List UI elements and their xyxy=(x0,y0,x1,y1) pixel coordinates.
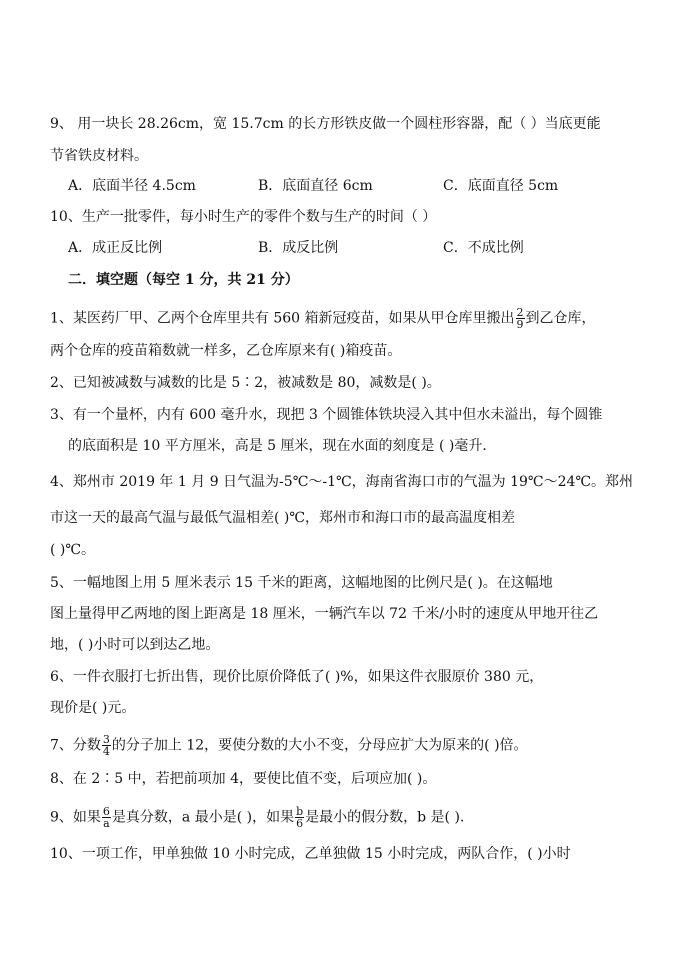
fill1-line1 xyxy=(50,307,596,330)
q10-option-c: C．不成比例 xyxy=(443,240,524,256)
fill4-line2: 市这一天的最高气温与最低气温相差( )℃，郑州市和海口市的最高温度相差 xyxy=(50,510,516,526)
fill3-line2: 的底面积是 10 平方厘米，高是 5 厘米，现在水面的刻度是 ( )毫升． xyxy=(68,438,497,454)
fill7-line1 xyxy=(50,734,528,757)
fill5-line3: 地，( )小时可以到达乙地。 xyxy=(50,637,220,653)
fill3-line1: 3、有一个量杯，内有 600 毫升水，现把 3 个圆锥体铁块浸入其中但水未溢出，每个圆锥 xyxy=(50,407,603,423)
fraction: $\frac{3}{4}$ xyxy=(102,733,110,758)
fill6-line1: 6、一件衣服打七折出售，现价比原价降低了( )%，如果这件衣服原价 380 元， xyxy=(50,669,544,685)
fill10-line1: 10、一项工作，甲单独做 10 小时完成，乙单独做 15 小时完成，两队合作，( )小时 xyxy=(50,846,571,862)
fill7-text-a: 7、分数 xyxy=(50,737,101,754)
fill9-line1 xyxy=(50,806,464,829)
fill2-line1: 2、已知被减数与减数的比是 5∶2，被减数是 80，减数是( )。 xyxy=(50,375,441,391)
fill9-text-b: 是真分数，a 最小是( )，如果 xyxy=(111,809,295,826)
fill7-text-b: 的分子加上 12，要使分数的大小不变，分母应扩大为原来的( )倍。 xyxy=(111,737,528,754)
q9-option-c: C．底面直径 5cm xyxy=(443,178,559,194)
fill4-line1: 4、郑州市 2019 年 1 月 9 日气温为-5℃～-1℃，海南省海口市的气温为 19℃～24℃。郑州 xyxy=(50,474,634,490)
fill1-text-b: 到乙仓库， xyxy=(525,310,596,327)
fill5-line2: 图上量得甲乙两地的图上距离是 18 厘米，一辆汽车以 72 千米/小时的速度从甲地开往乙 xyxy=(50,606,599,622)
fill1-text-a: 1、某医药厂甲、乙两个仓库里共有 560 箱新冠疫苗，如果从甲仓库里搬出 xyxy=(50,310,515,327)
fill1-line2: 两个仓库的疫苗箱数就一样多，乙仓库原来有( )箱疫苗。 xyxy=(50,343,402,359)
q10-option-a: A．成正反比例 xyxy=(68,240,163,256)
q9-option-a: A．底面半径 4.5cm xyxy=(68,178,196,194)
fill4-line3: ( )℃。 xyxy=(50,542,96,558)
fill8-line1: 8、在 2∶5 中，若把前项加 4，要使比值不变，后项应加( )。 xyxy=(50,771,437,787)
q10-option-b: B．成反比例 xyxy=(258,240,339,256)
fraction: $\frac{6}{a}$ xyxy=(102,805,110,830)
fill6-line2: 现价是( )元。 xyxy=(50,700,136,716)
fraction: $\frac{b}{6}$ xyxy=(296,805,304,830)
fill5-line1: 5、一幅地图上用 5 厘米表示 15 千米的距离，这幅地图的比例尺是( )。在这幅地 xyxy=(50,575,553,591)
fill9-text-a: 9、如果 xyxy=(50,809,101,826)
q9-line1: 9、 用一块长 28.26cm，宽 15.7cm 的长方形铁皮做一个圆柱形容器，配（ ）当底更能 xyxy=(50,116,601,132)
q9-line2: 节省铁皮材料。 xyxy=(50,148,148,164)
q10-line1: 10、生产一批零件，每小时生产的零件个数与生产的时间（ ） xyxy=(50,209,437,225)
fill9-text-c: 是最小的假分数，b 是( ). xyxy=(305,809,465,826)
section-heading: 二．填空题（每空 1 分，共 21 分） xyxy=(68,272,299,288)
fraction: $\frac{2}{9}$ xyxy=(516,306,524,331)
q9-option-b: B．底面直径 6cm xyxy=(258,178,373,194)
